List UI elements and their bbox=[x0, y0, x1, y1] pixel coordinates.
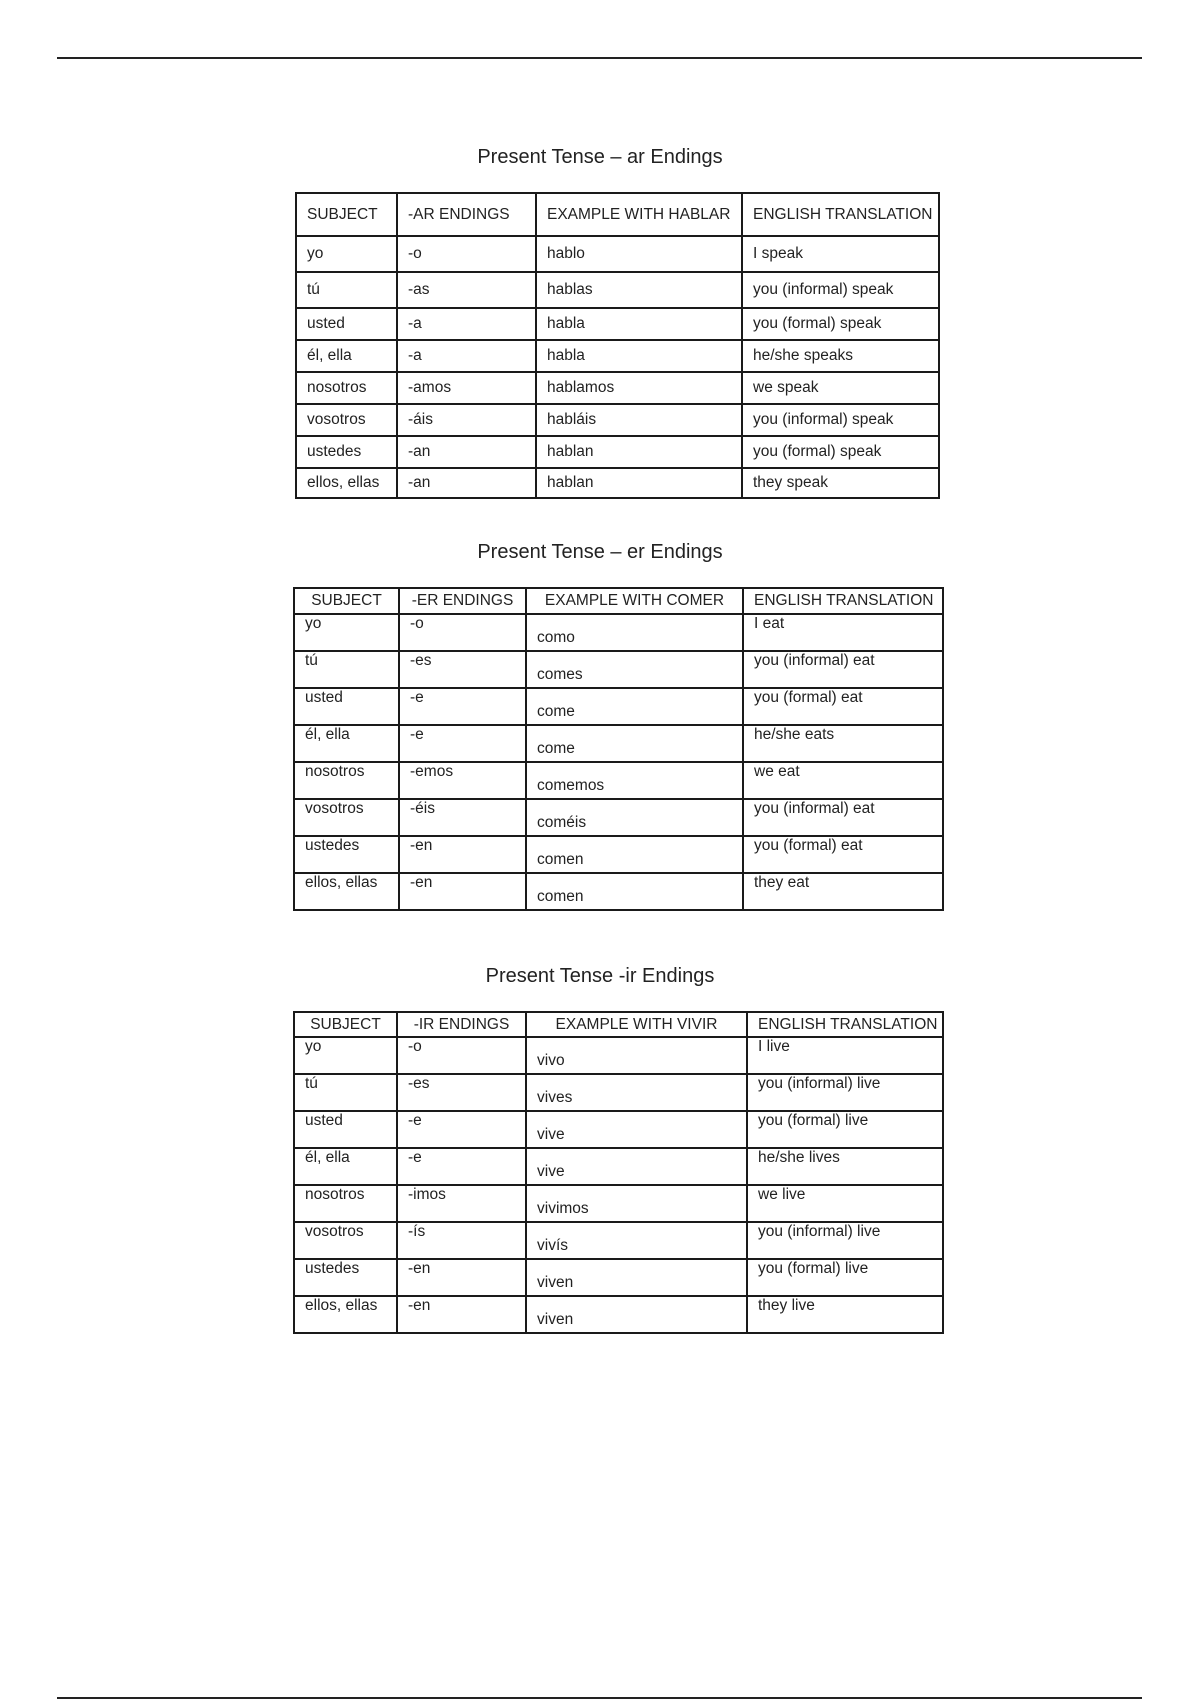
example-cell: come bbox=[526, 725, 743, 762]
translation-cell: they eat bbox=[743, 873, 943, 910]
ending-cell: -éis bbox=[399, 799, 526, 836]
table-row bbox=[294, 725, 943, 762]
section-title: Present Tense – er Endings bbox=[477, 541, 723, 563]
example-cell: come bbox=[526, 688, 743, 725]
table-row bbox=[296, 404, 939, 436]
subject-cell: él, ella bbox=[296, 340, 397, 372]
table-header-row bbox=[294, 1012, 943, 1037]
table-row bbox=[296, 340, 939, 372]
ending-cell: -e bbox=[397, 1111, 526, 1148]
ending-cell: -en bbox=[399, 873, 526, 910]
column-header: ENGLISH TRANSLATION bbox=[743, 588, 943, 614]
subject-cell: ellos, ellas bbox=[296, 468, 397, 498]
table-row bbox=[294, 1222, 943, 1259]
ending-cell: -en bbox=[397, 1259, 526, 1296]
subject-cell: yo bbox=[294, 1037, 397, 1074]
section-title: Present Tense – ar Endings bbox=[477, 146, 723, 168]
table-row bbox=[294, 1185, 943, 1222]
er-endings-table bbox=[293, 587, 944, 911]
subject-cell: usted bbox=[294, 1111, 397, 1148]
subject-cell: él, ella bbox=[294, 1148, 397, 1185]
ending-cell: -áis bbox=[397, 404, 536, 436]
subject-cell: tú bbox=[294, 1074, 397, 1111]
example-cell: habláis bbox=[536, 404, 742, 436]
subject-cell: vosotros bbox=[296, 404, 397, 436]
subject-cell: ustedes bbox=[294, 1259, 397, 1296]
example-cell: habla bbox=[536, 340, 742, 372]
ending-cell: -e bbox=[399, 725, 526, 762]
ending-cell: -an bbox=[397, 436, 536, 468]
translation-cell: you (formal) eat bbox=[743, 836, 943, 873]
example-cell: vivimos bbox=[526, 1185, 747, 1222]
ending-cell: -o bbox=[397, 1037, 526, 1074]
column-header: EXAMPLE WITH COMER bbox=[526, 588, 743, 614]
column-header: -IR ENDINGS bbox=[397, 1012, 526, 1037]
ending-cell: -an bbox=[397, 468, 536, 498]
table-row bbox=[296, 468, 939, 498]
subject-cell: yo bbox=[296, 236, 397, 272]
subject-cell: nosotros bbox=[294, 762, 399, 799]
example-cell: habla bbox=[536, 308, 742, 340]
column-header: -ER ENDINGS bbox=[399, 588, 526, 614]
table-row bbox=[296, 236, 939, 272]
table-row bbox=[296, 308, 939, 340]
translation-cell: they live bbox=[747, 1296, 943, 1333]
ending-cell: -o bbox=[397, 236, 536, 272]
example-cell: comemos bbox=[526, 762, 743, 799]
table-header-row bbox=[296, 193, 939, 236]
example-cell: hablan bbox=[536, 436, 742, 468]
translation-cell: he/she lives bbox=[747, 1148, 943, 1185]
example-cell: vivo bbox=[526, 1037, 747, 1074]
column-header: SUBJECT bbox=[294, 588, 399, 614]
column-header: -AR ENDINGS bbox=[397, 193, 536, 236]
ir-endings-table bbox=[293, 1011, 944, 1334]
example-cell: hablo bbox=[536, 236, 742, 272]
subject-cell: vosotros bbox=[294, 1222, 397, 1259]
translation-cell: we live bbox=[747, 1185, 943, 1222]
page-top-rule bbox=[57, 57, 1142, 59]
ending-cell: -e bbox=[399, 688, 526, 725]
translation-cell: I speak bbox=[742, 236, 939, 272]
translation-cell: you (informal) eat bbox=[743, 651, 943, 688]
ending-cell: -a bbox=[397, 308, 536, 340]
column-header: ENGLISH TRANSLATION bbox=[747, 1012, 943, 1037]
table-row bbox=[294, 651, 943, 688]
subject-cell: ellos, ellas bbox=[294, 1296, 397, 1333]
translation-cell: you (informal) live bbox=[747, 1074, 943, 1111]
table-row bbox=[294, 1148, 943, 1185]
translation-cell: you (formal) live bbox=[747, 1259, 943, 1296]
ending-cell: -as bbox=[397, 272, 536, 308]
table-row bbox=[296, 372, 939, 404]
subject-cell: nosotros bbox=[296, 372, 397, 404]
ending-cell: -ís bbox=[397, 1222, 526, 1259]
translation-cell: he/she speaks bbox=[742, 340, 939, 372]
subject-cell: nosotros bbox=[294, 1185, 397, 1222]
example-cell: comen bbox=[526, 836, 743, 873]
translation-cell: you (informal) live bbox=[747, 1222, 943, 1259]
translation-cell: you (formal) speak bbox=[742, 308, 939, 340]
table-row bbox=[294, 873, 943, 910]
subject-cell: tú bbox=[294, 651, 399, 688]
ending-cell: -en bbox=[399, 836, 526, 873]
subject-cell: vosotros bbox=[294, 799, 399, 836]
subject-cell: tú bbox=[296, 272, 397, 308]
table-row bbox=[294, 1296, 943, 1333]
column-header: EXAMPLE WITH HABLAR bbox=[536, 193, 742, 236]
table-row bbox=[294, 799, 943, 836]
example-cell: coméis bbox=[526, 799, 743, 836]
example-cell: vivís bbox=[526, 1222, 747, 1259]
translation-cell: you (informal) speak bbox=[742, 404, 939, 436]
table-row bbox=[294, 836, 943, 873]
subject-cell: usted bbox=[296, 308, 397, 340]
table-row bbox=[294, 762, 943, 799]
subject-cell: ustedes bbox=[296, 436, 397, 468]
example-cell: comen bbox=[526, 873, 743, 910]
ending-cell: -en bbox=[397, 1296, 526, 1333]
subject-cell: él, ella bbox=[294, 725, 399, 762]
table-row bbox=[294, 614, 943, 651]
example-cell: hablamos bbox=[536, 372, 742, 404]
subject-cell: ellos, ellas bbox=[294, 873, 399, 910]
table-row bbox=[294, 1037, 943, 1074]
subject-cell: ustedes bbox=[294, 836, 399, 873]
table-row bbox=[294, 1074, 943, 1111]
ending-cell: -a bbox=[397, 340, 536, 372]
column-header: ENGLISH TRANSLATION bbox=[742, 193, 939, 236]
column-header: SUBJECT bbox=[294, 1012, 397, 1037]
example-cell: hablan bbox=[536, 468, 742, 498]
example-cell: vive bbox=[526, 1148, 747, 1185]
table-row bbox=[294, 1111, 943, 1148]
translation-cell: you (formal) speak bbox=[742, 436, 939, 468]
subject-cell: yo bbox=[294, 614, 399, 651]
example-cell: viven bbox=[526, 1296, 747, 1333]
translation-cell: he/she eats bbox=[743, 725, 943, 762]
section-title: Present Tense -ir Endings bbox=[485, 965, 715, 987]
translation-cell: you (formal) live bbox=[747, 1111, 943, 1148]
ending-cell: -e bbox=[397, 1148, 526, 1185]
table-row bbox=[296, 436, 939, 468]
page-bottom-rule bbox=[57, 1697, 1142, 1699]
example-cell: hablas bbox=[536, 272, 742, 308]
ending-cell: -es bbox=[397, 1074, 526, 1111]
translation-cell: they speak bbox=[742, 468, 939, 498]
column-header: EXAMPLE WITH VIVIR bbox=[526, 1012, 747, 1037]
subject-cell: usted bbox=[294, 688, 399, 725]
example-cell: vives bbox=[526, 1074, 747, 1111]
table-row bbox=[296, 272, 939, 308]
example-cell: comes bbox=[526, 651, 743, 688]
translation-cell: you (informal) speak bbox=[742, 272, 939, 308]
ending-cell: -o bbox=[399, 614, 526, 651]
ending-cell: -es bbox=[399, 651, 526, 688]
translation-cell: I live bbox=[747, 1037, 943, 1074]
translation-cell: you (formal) eat bbox=[743, 688, 943, 725]
example-cell: vive bbox=[526, 1111, 747, 1148]
ending-cell: -imos bbox=[397, 1185, 526, 1222]
translation-cell: we eat bbox=[743, 762, 943, 799]
translation-cell: I eat bbox=[743, 614, 943, 651]
translation-cell: we speak bbox=[742, 372, 939, 404]
example-cell: como bbox=[526, 614, 743, 651]
translation-cell: you (informal) eat bbox=[743, 799, 943, 836]
example-cell: viven bbox=[526, 1259, 747, 1296]
table-row bbox=[294, 1259, 943, 1296]
column-header: SUBJECT bbox=[296, 193, 397, 236]
ending-cell: -amos bbox=[397, 372, 536, 404]
ending-cell: -emos bbox=[399, 762, 526, 799]
ar-endings-table bbox=[295, 192, 940, 499]
table-header-row bbox=[294, 588, 943, 614]
table-row bbox=[294, 688, 943, 725]
